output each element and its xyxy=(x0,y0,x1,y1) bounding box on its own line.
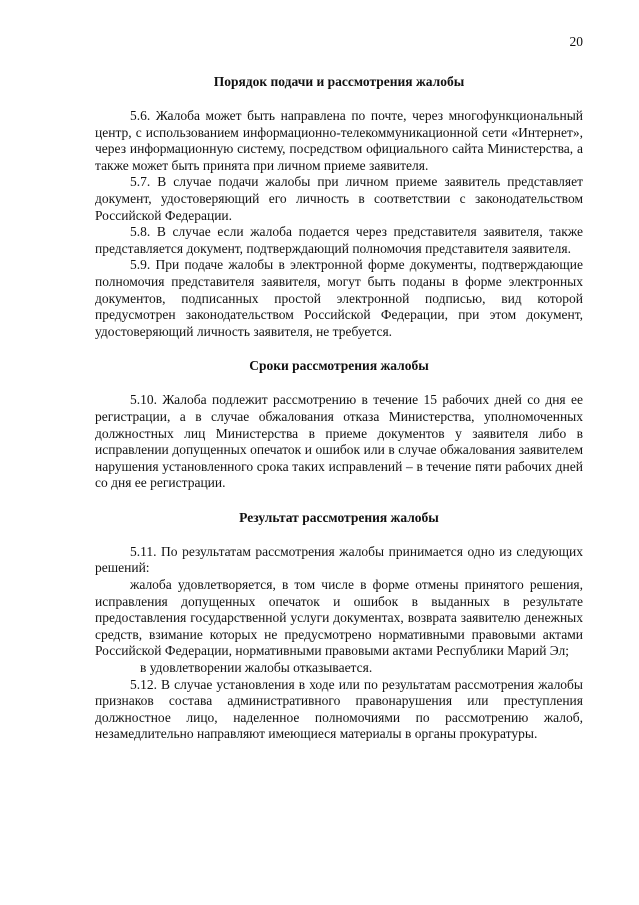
paragraph-5-7: 5.7. В случае подачи жалобы при личном приеме заявитель представляет документ, удостоверяющий его личность в соответствии с законодательством Российской Федерации. xyxy=(95,174,583,223)
section-complaint-procedure xyxy=(95,73,583,340)
page-number: 20 xyxy=(569,34,583,49)
section-heading: Порядок подачи и рассмотрения жалобы xyxy=(213,74,465,89)
section-heading: Сроки рассмотрения жалобы xyxy=(249,358,429,374)
paragraph-5-9: 5.9. При подаче жалобы в электронной форме документы, подтверждающие полномочия представителя заявителя, могут быть поданы в форме электронных документов, подписанных простой электронной подписью, вид которой предусмотрен законодательством Российской Федерации, при этом документ, удостоверяющий личность заявителя, не требуется. xyxy=(95,257,583,339)
paragraph-5-11: 5.11. По результатам рассмотрения жалобы принимается одно из следующих решений: xyxy=(95,543,583,576)
section-review-result xyxy=(95,509,583,743)
section-review-terms xyxy=(95,357,583,492)
paragraph-5-10: 5.10. Жалоба подлежит рассмотрению в течение 15 рабочих дней со дня ее регистрации, а в случае обжалования отказа Министерства, уполномоченных должностных лиц Министерства в приеме документов у заявителя либо в исправлении допущенных опечаток и ошибок или в случае обжалования заявителем нарушения установленного срока таких исправлений – в течение пяти рабочих дней со дня ее регистрации. xyxy=(95,392,583,491)
section-heading: Результат рассмотрения жалобы xyxy=(239,509,439,525)
paragraph-5-12: 5.12. В случае установления в ходе или по результатам рассмотрения жалобы признаков состава административного правонарушения или преступления должностное лицо, наделенное полномочиями по рассмотрению жалоб, незамедлительно направляют имеющиеся материалы в органы прокуратуры. xyxy=(95,676,583,742)
paragraph-5-6: 5.6. Жалоба может быть направлена по почте, через многофункциональный центр, с использованием информационно-телекоммуникационной сети «Интернет», через информационную систему, посредством официального сайта Министерства, а также может быть принята при личном приеме заявителя. xyxy=(95,108,583,173)
paragraph-decision-refused: в удовлетворении жалобы отказывается. xyxy=(140,660,373,676)
document-body xyxy=(95,73,583,743)
paragraph-5-8: 5.8. В случае если жалоба подается через представителя заявителя, также представляется документ, подтверждающий полномочия представителя заявителя. xyxy=(95,224,583,256)
paragraph-decision-satisfied: жалоба удовлетворяется, в том числе в форме отмены принятого решения, исправления допущенных опечаток и ошибок в выданных в результате предоставления государственной услуги документах, возврата заявителю денежных средств, взимание которых не предусмотрено нормативными правовыми актами Российской Федерации, нормативными правовыми актами Республики Марий Эл; xyxy=(95,577,583,659)
